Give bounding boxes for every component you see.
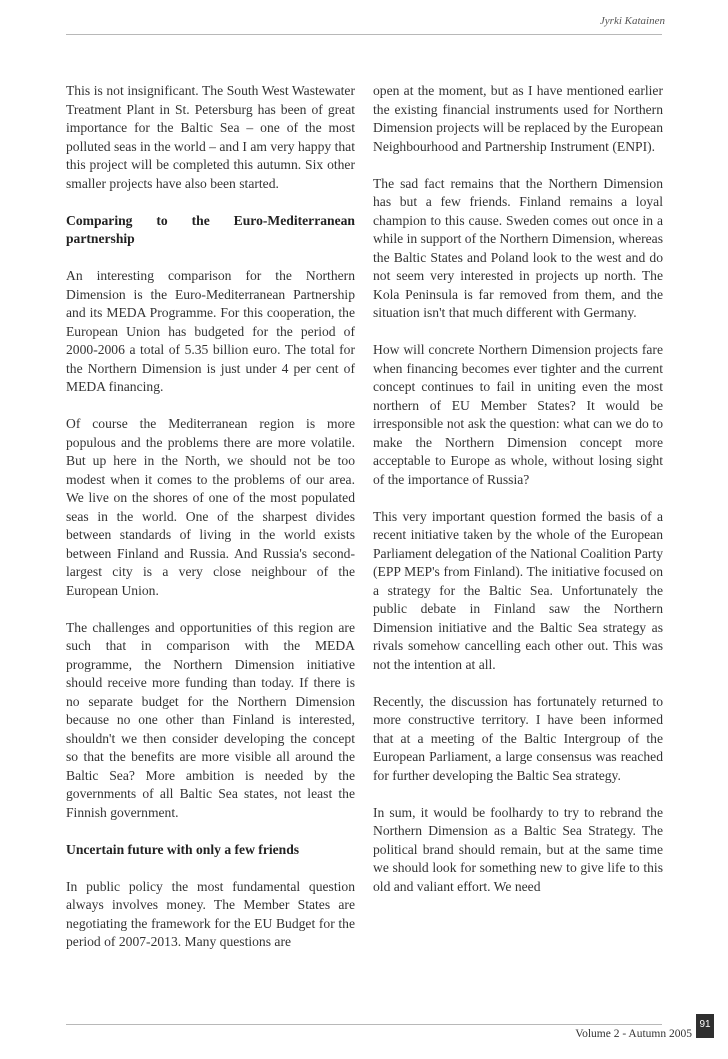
- section-heading-uncertain-future: Uncertain future with only a few friends: [66, 841, 300, 857]
- left-paragraph-1: This is not insignificant. The South West Wastewater Treatment Plant in St. Petersburg has been of great importance for the Baltic Sea – one of the most polluted seas in the world – and I am very happy that this project will be completed this autumn. Six other smaller projects have also been started.: [66, 83, 355, 191]
- running-header-author: Jyrki Katainen: [599, 15, 665, 27]
- page-number-badge: 91: [696, 1014, 714, 1038]
- right-paragraph-1: open at the moment, but as I have mentioned earlier the existing financial instruments used for Northern Dimension projects will be replaced by the European Neighbourhood and Partnership Instrument (ENPI).: [373, 83, 663, 154]
- left-paragraph-5: In public policy the most fundamental question always involves money. The Member States are negotiating the framework for the EU Budget for the period of 2007-2013. Many questions are: [66, 878, 355, 949]
- left-column: [66, 82, 355, 970]
- right-column: [373, 82, 663, 915]
- header-divider: [66, 34, 662, 35]
- right-paragraph-4: This very important question formed the basis of a recent initiative taken by the whole of the European Parliament delegation of the National Coalition Party (EPP MEP's from Finland). The initiative focused on a strategy for the Baltic Sea. Unfortunately the public debate in Finland saw the Northern Dimension initiative and the Baltic Sea strategy as rivals somehow cancelling each other out. This was not the intention at all.: [373, 508, 663, 672]
- right-paragraph-5: Recently, the discussion has fortunately returned to more constructive territory. I have been informed that at a meeting of the Baltic Intergroup of the European Parliament, a large consensus was reached for further developing the Baltic Sea strategy.: [373, 693, 663, 783]
- left-paragraph-4: The challenges and opportunities of this region are such that in comparison with the MEDA programme, the Northern Dimension initiative should receive more funding than today. If there is no separate budget for the Northern Dimension because no one other than Finland is interested, shouldn't we then consider developing the concept so that the benefits are more visible all around the Baltic Sea? More ambition is needed by the governments of all Baltic Sea states, not least the Finnish government.: [66, 619, 355, 820]
- section-heading-euro-mediterranean: Comparing to the Euro-Mediterranean partnership: [66, 212, 355, 246]
- left-paragraph-3: Of course the Mediterranean region is more populous and the problems there are more volatile. But up here in the North, we should not be too modest when it comes to the problems of our area. We live on the shores of one of the most populated seas in the world. One of the sharpest divides between standards of living in the world exists between Finland and Russia. And Russia's second-largest city is a very close neighbour of the European Union.: [66, 416, 355, 598]
- left-paragraph-2: An interesting comparison for the Northern Dimension is the Euro-Mediterranean Partnership and its MEDA Programme. For this cooperation, the European Union has budgeted for the period of 2000-2006 a total of 5.35 billion euro. The total for the Northern Dimension is just under 4 per cent of MEDA financing.: [66, 268, 355, 394]
- right-paragraph-6: In sum, it would be foolhardy to try to rebrand the Northern Dimension as a Baltic Sea Strategy. The political brand should remain, but at the same time we should look for something new to give life to this old and valiant effort. We need: [373, 804, 663, 894]
- right-paragraph-2: The sad fact remains that the Northern Dimension has but a few friends. Finland remains a loyal champion to this cause. Sweden comes out once in a while in support of the Northern Dimension, whereas the Baltic States and Poland look to the west and do not seem very interested in projects up north. The Kola Peninsula is far removed from them, and the situation isn't that much different with Germany.: [373, 175, 663, 320]
- right-paragraph-3: How will concrete Northern Dimension projects fare when financing becomes ever tighter and the current concept continues to fail in uniting even the most northern of EU Member States? It would be irresponsible not ask the question: what can we do to make the Northern Dimension concept more acceptable to Europe as whole, without losing sight of the importance of Russia?: [373, 342, 663, 487]
- footer-divider: [66, 1024, 662, 1025]
- footer-issue-label: Volume 2 - Autumn 2005: [575, 1028, 692, 1040]
